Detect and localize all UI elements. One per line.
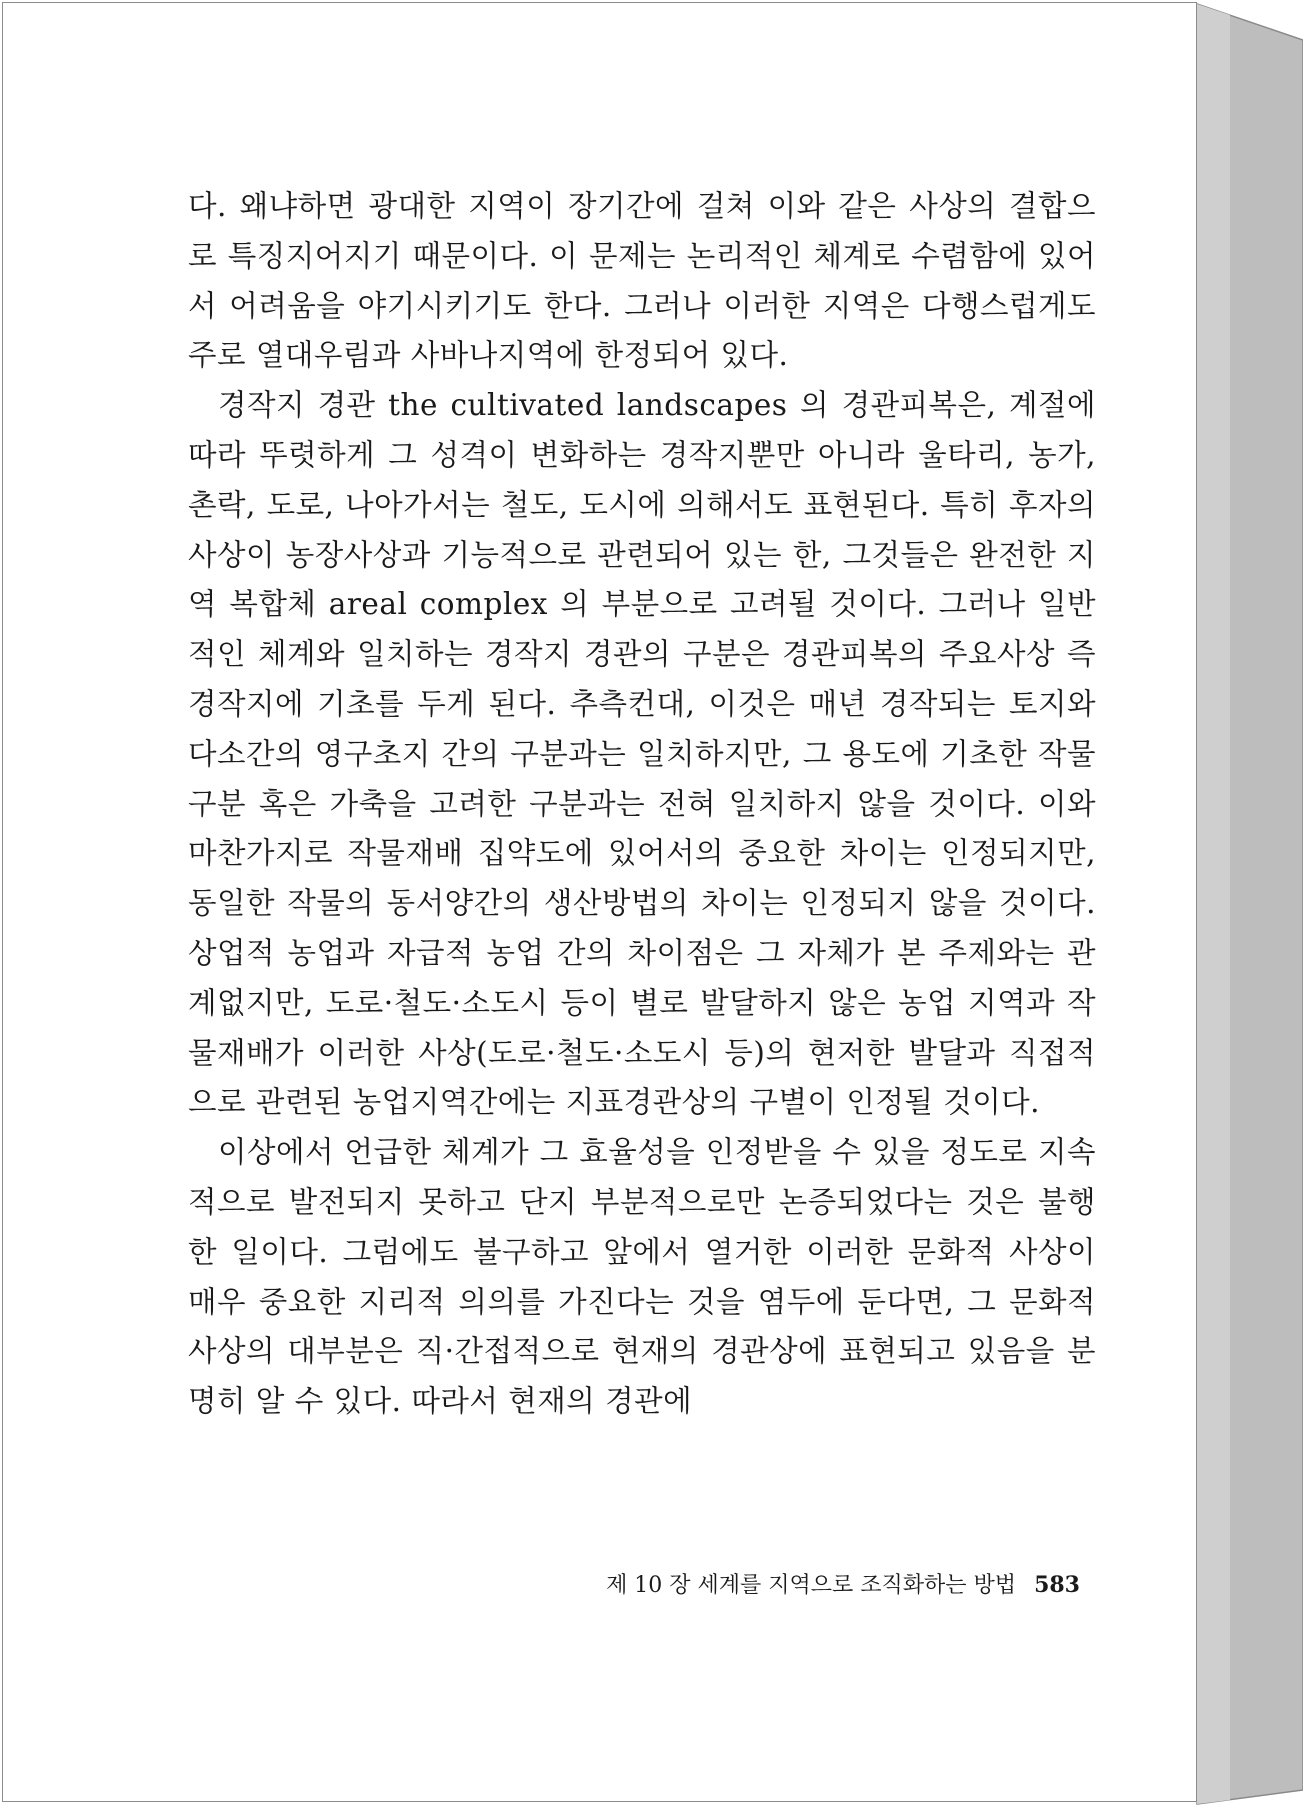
paragraph-3: 이상에서 언급한 체계가 그 효율성을 인정받을 수 있을 정도로 지속적으로 발전되지 못하고 단지 부분적으로만 논증되었다는 것은 불행한 일이다. 그럼에도 불구하고 앞에서 열거한 이러한 문화적 사상이 매우 중요한 지리적 의의를 가진다는 것을 염두에 둔다면, 그 문화적 사상의 대부분은 직·간접적으로 현재의 경관상에 표현되고 있음을 분명히 알 수 있다. 따라서 현재의 경관에 bbox=[188, 1135, 1096, 1419]
body-text bbox=[188, 182, 1096, 1427]
paragraph-2: 경작지 경관 the cultivated landscapes 의 경관피복은, 계절에 따라 뚜렷하게 그 성격이 변화하는 경작지뿐만 아니라 울타리, 농가, 촌락, 도로, 나아가서는 철도, 도시에 의해서도 표현된다. 특히 후자의 사상이 농장사상과 기능적으로 관련되어 있는 한, 그것들은 완전한 지역 복합체 areal complex 의 부분으로 고려될 것이다. 그러나 일반적인 체계와 일치하는 경작지 경관의 구분은 경관피복의 주요사상 즉 경작지에 기초를 두게 된다. 추측컨대, 이것은 매년 경작되는 토지와 다소간의 영구초지 간의 구분과는 일치하지만, 그 용도에 기초한 작물구분 혹은 가축을 고려한 구분과는 전혀 일치하지 않을 것이다. 이와 마찬가지로 작물재배 집약도에 있어서의 중요한 차이는 인정되지만, 동일한 작물의 동서양간의 생산방법의 차이는 인정되지 않을 것이다. 상업적 농업과 자급적 농업 간의 차이점은 그 자체가 본 주제와는 관계없지만, 도로·철도·소도시 등이 별로 발달하지 않은 농업 지역과 작물재배가 이러한 사상(도로·철도·소도시 등)의 현저한 발달과 직접적으로 관련된 농업지역간에는 지표경관상의 구별이 인정될 것이다. bbox=[188, 388, 1096, 1120]
page-number: 583 bbox=[1034, 1572, 1080, 1598]
paragraph-1: 다. 왜냐하면 광대한 지역이 장기간에 걸쳐 이와 같은 사상의 결합으로 특징지어지기 때문이다. 이 문제는 논리적인 체계로 수렴함에 있어서 어려움을 야기시키기도 한다. 그러나 이러한 지역은 다행스럽게도 주로 열대우림과 사바나지역에 한정되어 있다. bbox=[188, 189, 1096, 373]
page-footer bbox=[488, 1568, 1080, 1599]
running-head: 제 10 장 세계를 지역으로 조직화하는 방법 bbox=[606, 1573, 1017, 1598]
